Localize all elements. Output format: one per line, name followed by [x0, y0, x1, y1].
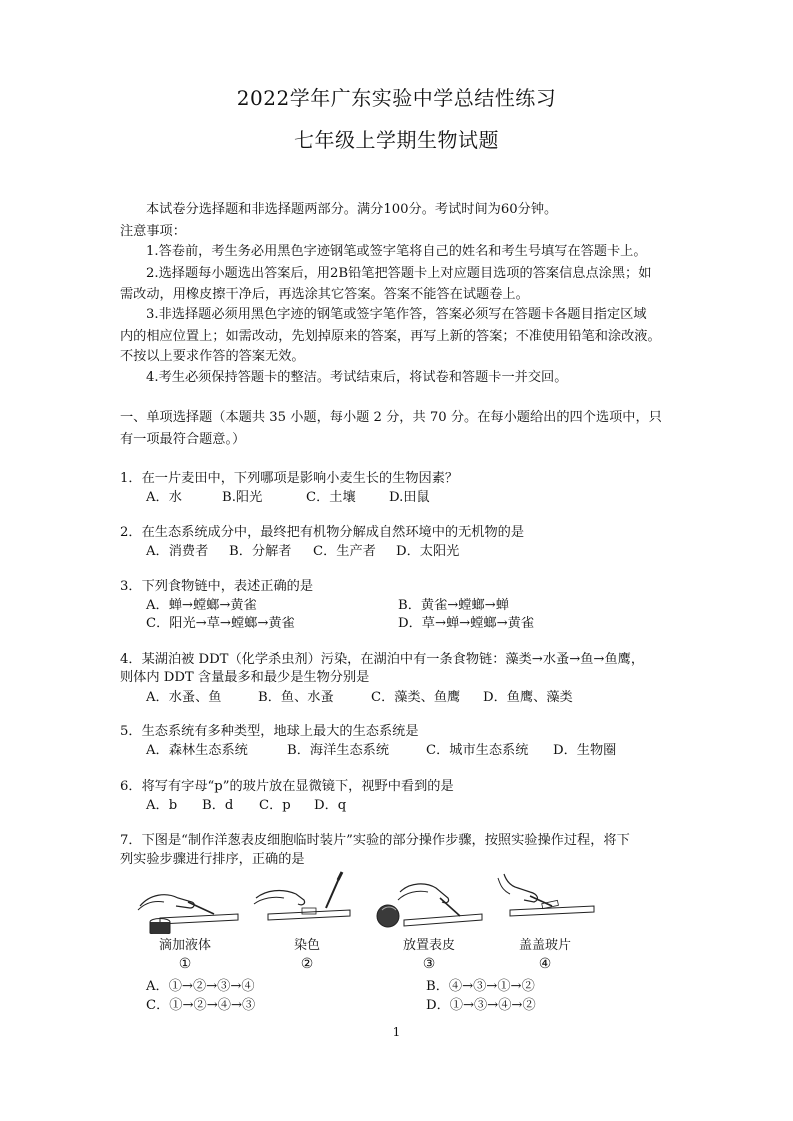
question-3-stem: 3．下列食物链中，表述正确的是 [120, 579, 314, 594]
notes-heading: 注意事项： [120, 224, 186, 239]
q1-option-d: D.田鼠 [389, 490, 430, 505]
q4-option-c: C．藻类、鱼鹰 [371, 690, 461, 705]
exam-title: 2022学年广东实验中学总结性练习 [236, 86, 557, 110]
q3-option-c: C．阳光→草→螳螂→黄雀 [146, 616, 295, 631]
question-5-stem: 5．生态系统有多种类型，地球上最大的生态系统是 [120, 724, 419, 739]
note-1: 1.答卷前，考生务必用黑色字迹钢笔或签字笔将自己的姓名和考生号填写在答题卡上。 [146, 244, 647, 259]
q1-option-a: A．水 [146, 490, 182, 505]
question-4-stem-line-2: 则体内 DDT 含量最多和最少是生物分别是 [120, 670, 370, 685]
question-7-stem-line-1: 7．下图是“制作洋葱表皮细胞临时装片”实验的部分操作步骤，按照实验操作过程，将下 [120, 833, 630, 848]
q2-option-b: B．分解者 [229, 544, 292, 559]
q7-option-b: B．④→③→①→② [426, 979, 535, 994]
covering-coverslip-illustration [490, 870, 600, 934]
figure-step-2-number: ② [300, 956, 314, 972]
note-2-line-2: 需改动，用橡皮擦干净后，再选涂其它答案。答案不能答在试题卷上。 [120, 287, 529, 302]
question-6-stem: 6．将写有字母“p”的玻片放在显微镜下，视野中看到的是 [120, 779, 454, 794]
dropping-liquid-illustration [130, 870, 240, 934]
figure-step-1 [130, 870, 240, 980]
figure-step-3 [374, 870, 484, 980]
q6-option-d: D．q [314, 798, 347, 813]
q1-option-c: C．土壤 [306, 490, 356, 505]
q2-option-d: D．太阳光 [396, 544, 460, 559]
q2-option-c: C．生产者 [313, 544, 376, 559]
q5-option-a: A．森林生态系统 [146, 743, 248, 758]
note-3-line-1: 3.非选择题必须用黑色字迹的钢笔或签字笔作答，答案必须写在答题卡各题目指定区域 [146, 307, 647, 322]
note-4: 4.考生必须保持答题卡的整洁。考试结束后，将试卷和答题卡一并交回。 [146, 370, 568, 385]
note-3-line-2: 内的相应位置上；如需改动，先划掉原来的答案，再写上新的答案；不准使用铅笔和涂改液。 [120, 329, 661, 344]
q3-option-d: D．草→蝉→螳螂→黄雀 [398, 616, 535, 631]
q7-option-a: A．①→②→③→④ [146, 979, 255, 994]
figure-step-4 [490, 870, 600, 980]
q7-option-d: D．①→③→④→② [426, 998, 536, 1013]
q5-option-c: C．城市生态系统 [426, 743, 529, 758]
q6-option-b: B．d [202, 798, 234, 813]
figure-step-2 [252, 870, 362, 980]
q6-option-a: A．b [146, 798, 178, 813]
section-heading-line-2: 有一项最符合题意。） [120, 432, 246, 447]
page-number: 1 [392, 1025, 401, 1039]
figure-step-3-number: ③ [422, 956, 436, 972]
figure-step-1-label: 滴加液体 [158, 938, 211, 953]
note-3-line-3: 不按以上要求作答的答案无效。 [120, 349, 305, 364]
lab-steps-figure [130, 870, 600, 980]
placing-epidermis-illustration [374, 870, 484, 934]
figure-step-4-label: 盖盖玻片 [518, 938, 571, 953]
q7-option-c: C．①→②→④→③ [146, 998, 256, 1013]
q3-option-a: A．蝉→螳螂→黄雀 [146, 598, 257, 613]
section-heading-line-1: 一、单项选择题（本题共 35 小题，每小题 2 分，共 70 分。在每小题给出的四个选项中，只 [120, 410, 662, 425]
question-4-stem-line-1: 4．某湖泊被 DDT（化学杀虫剂）污染，在湖泊中有一条食物链：藻类→水蚤→鱼→鱼鹰， [120, 652, 645, 667]
q5-option-b: B．海洋生态系统 [287, 743, 390, 758]
q4-option-b: B．鱼、水蚤 [258, 690, 334, 705]
exam-subtitle: 七年级上学期生物试题 [294, 128, 499, 152]
question-1-stem: 1．在一片麦田中，下列哪项是影响小麦生长的生物因素？ [120, 471, 459, 486]
q1-option-b: B.阳光 [222, 490, 263, 505]
q4-option-d: D．鱼鹰、藻类 [483, 690, 573, 705]
q5-option-d: D．生物圈 [553, 743, 617, 758]
q2-option-a: A．消费者 [146, 544, 209, 559]
figure-step-3-label: 放置表皮 [402, 938, 455, 953]
q6-option-c: C．p [259, 798, 291, 813]
staining-illustration [252, 870, 362, 934]
question-2-stem: 2．在生态系统成分中，最终把有机物分解成自然环境中的无机物的是 [120, 525, 525, 540]
question-7-stem-line-2: 列实验步骤进行排序，正确的是 [120, 852, 305, 867]
figure-step-1-number: ① [178, 956, 192, 972]
intro-summary: 本试卷分选择题和非选择题两部分。满分100分。考试时间为60分钟。 [146, 202, 558, 217]
figure-step-4-number: ④ [538, 956, 552, 972]
q4-option-a: A．水蚤、鱼 [146, 690, 222, 705]
q3-option-b: B．黄雀→螳螂→蝉 [398, 598, 509, 613]
note-2-line-1: 2.选择题每小题选出答案后，用2B铅笔把答题卡上对应题目选项的答案信息点涂黑；如 [146, 266, 652, 281]
figure-step-2-label: 染色 [293, 938, 320, 953]
